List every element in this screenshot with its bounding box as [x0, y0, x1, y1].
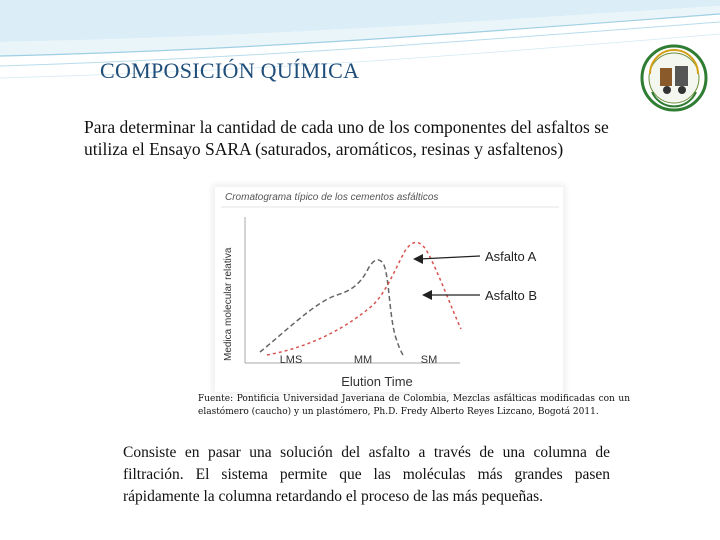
series-asfalto-b-line [260, 260, 403, 355]
x-tick-mm: MM [353, 354, 373, 366]
x-tick-sm: SM [420, 354, 438, 366]
intro-paragraph: Para determinar la cantidad de cada uno de los componentes del asfaltos se utiliza el Ensayo SARA (saturados, aromáticos, resinas y asfaltenos) [84, 117, 609, 159]
slide-title: COMPOSICIÓN QUÍMICA [100, 58, 360, 83]
legend-asfalto-a: Asfalto A [485, 249, 537, 264]
x-tick-lms: LMS [279, 354, 303, 366]
y-axis-label: Medica molecular relativa [223, 247, 234, 361]
legend-asfalto-b: Asfalto B [485, 288, 538, 303]
institution-seal-logo [640, 44, 708, 112]
x-axis-label: Elution Time [341, 374, 413, 389]
source-citation: Fuente: Pontificia Universidad Javeriana de Colombia, Mezclas asfálticas modificadas con un elastómero (caucho) y un plastómero, Ph.D. Fredy Alberto Reyes Lizcano, Bogotá 2011. [198, 394, 630, 417]
asfalto-a-arrowhead [413, 254, 423, 264]
asfalto-a-pointer-arrow [419, 256, 480, 259]
body-paragraph: Consiste en pasar una solución del asfalto a través de una columna de filtración. El sistema permite que las moléculas más grandes pasen rápidamente la columna retardando el proceso de las más pequeñas. [123, 444, 610, 505]
asfalto-b-arrowhead [422, 290, 432, 300]
chromatogram-chart [215, 187, 563, 392]
chart-title: Cromatograma típico de los cementos asfálticos [225, 192, 439, 203]
